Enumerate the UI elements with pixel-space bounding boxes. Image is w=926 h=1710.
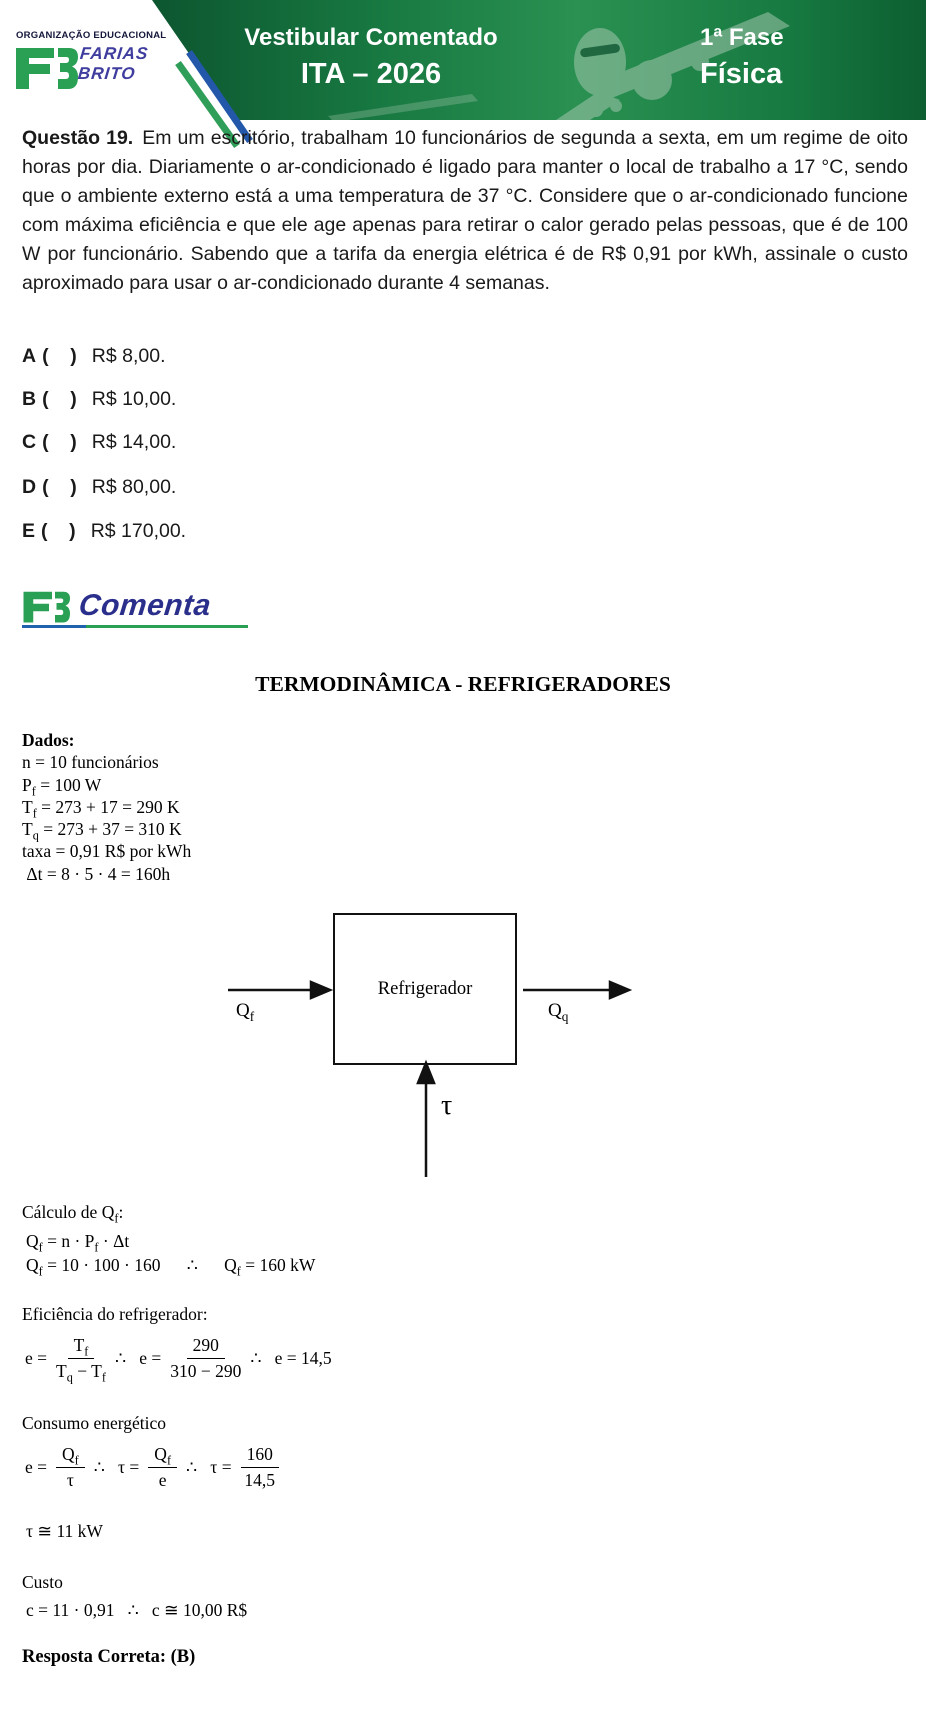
- option-value: R$ 170,00.: [90, 520, 187, 542]
- efficiency-equation: [22, 1335, 332, 1385]
- option-letter: A: [22, 345, 37, 367]
- banner-phase: 1ª Fase: [700, 24, 784, 51]
- option-row-a: [22, 345, 165, 369]
- fb-comenta-logo: [22, 588, 211, 624]
- solution-title: TERMODINÂMICA - REFRIGERADORES: [255, 672, 671, 696]
- work-label: τ: [441, 1090, 453, 1121]
- eq-lhs: e =: [25, 1457, 48, 1477]
- option-row-c: [22, 431, 176, 455]
- eq-mid: ∴ τ =: [186, 1457, 232, 1477]
- dado-line: Δt = 8 · 5 · 4 = 160h: [22, 863, 171, 884]
- dado-line: $T_q = 273 + 37 = 310$ K: [22, 819, 182, 843]
- eq-mid: ∴ τ =: [93, 1457, 140, 1477]
- eq-result: ∴ e = 14,5: [250, 1348, 332, 1368]
- option-letter: D: [22, 476, 37, 498]
- airplane-gear: [589, 103, 603, 117]
- cost-heading: Custo: [22, 1572, 63, 1592]
- option-marker: ( ): [42, 345, 77, 367]
- qf-calculation: [22, 1202, 315, 1277]
- efficiency-heading: Eficiência do refrigerador:: [22, 1304, 208, 1324]
- cost-section: [22, 1572, 247, 1622]
- airplane-engine: [632, 60, 672, 100]
- brand-line-brito: BRITO: [77, 64, 137, 83]
- refrigerator-diagram: [0, 900, 926, 1190]
- refrigerator-box: [333, 913, 517, 1065]
- option-letter: B: [22, 388, 37, 410]
- question-text: [22, 124, 908, 298]
- org-label: ORGANIZAÇÃO EDUCACIONAL: [16, 30, 167, 41]
- farias-brito-logo-icon: [14, 44, 78, 90]
- banner-subject: Física: [700, 58, 783, 90]
- brand-name: [77, 44, 150, 84]
- airplane-gear-2: [610, 100, 622, 112]
- comenta-underline: [22, 625, 248, 628]
- option-marker: ( ): [42, 431, 77, 453]
- work-arrow-head: [418, 1063, 434, 1083]
- banner-exam-title: ITA – 2026: [300, 58, 442, 90]
- power-result-line: τ ≅ 11 kW: [26, 1521, 103, 1541]
- question-body: Em um escritório, trabalham 10 funcionários de segunda a sexta, em um regime de oito horas por dia. Diariamente o ar-condicionado é ligado para manter o local de trabalho a 17 °C, sendo que o ambiente externo está a uma temperatura de 37 °C. Considere que o ar-condicionado funcione com máxima eficiência e que ele age apenas para retirar o calor gerado pelas pessoas, que é de 100 W por funcionário. Sabendo que a tarifa da energia elétrica é de R$ 0,91 por kWh, assinale o custo aproximado para usar o ar-condicionado durante 4 semanas.: [22, 127, 908, 294]
- correct-answer: Resposta Correta: (B): [22, 1647, 196, 1667]
- consumption-equation: [22, 1444, 288, 1491]
- option-marker: ( ): [42, 476, 77, 498]
- refrigerator-box-label: Refrigerador: [377, 978, 473, 999]
- banner-title: Vestibular Comentado: [244, 24, 498, 51]
- fraction: $\frac{T_f}{T_q - T_f}$: [56, 1335, 106, 1385]
- option-row-d: [22, 476, 176, 500]
- dado-line: $P_f = 100$ W: [22, 774, 102, 799]
- option-value: R$ 10,00.: [91, 388, 177, 410]
- dado-line: $T_f = 273 + 17 = 290$ K: [22, 796, 180, 821]
- logo-f-shape: [16, 48, 54, 89]
- eq-mid: ∴ e =: [114, 1348, 162, 1368]
- eq-lhs: e =: [25, 1348, 48, 1368]
- consumption-section: [22, 1413, 288, 1491]
- comenta-wordmark: Comenta: [77, 589, 213, 622]
- fraction: $\frac{Q_f}{\tau}$: [56, 1444, 85, 1491]
- heat-in-arrow-head: [311, 982, 330, 998]
- option-row-b: [22, 388, 176, 412]
- brand-line-farias: FARIAS: [79, 44, 150, 63]
- efficiency-section: [22, 1304, 332, 1385]
- option-value: R$ 14,00.: [91, 431, 177, 453]
- fraction: $\frac{160}{14,5}$: [241, 1444, 279, 1491]
- heat-in-label: $Q_f$: [236, 1000, 255, 1024]
- consumption-heading: Consumo energético: [22, 1413, 167, 1433]
- question-number: Questão 19.: [22, 127, 134, 149]
- option-marker: ( ): [41, 520, 76, 542]
- heat-out-label: $Q_q$: [548, 1000, 569, 1024]
- banner-center: [221, 24, 521, 91]
- option-marker: ( ): [42, 388, 77, 410]
- dado-line: taxa = 0,91 R$ por kWh: [22, 841, 192, 862]
- logo-b-shape: [58, 48, 78, 89]
- power-result: [22, 1519, 103, 1543]
- dados-label: Dados:: [22, 730, 75, 750]
- option-letter: C: [22, 431, 37, 453]
- banner-right: [700, 24, 784, 91]
- qf-heading: Cálculo de $Q_f$:: [22, 1202, 124, 1226]
- heat-out-arrow-head: [610, 982, 629, 998]
- dado-line: n = 10 funcionários: [22, 752, 159, 773]
- option-value: R$ 8,00.: [91, 345, 166, 367]
- fraction: $\frac{Q_f}{e}$: [148, 1444, 177, 1491]
- cost-equation: c = 11 · 0,91 ∴ c ≅ 10,00 R$: [26, 1600, 248, 1620]
- qf-equation-1: $Q_f = n \cdot P_f \cdot \Delta t$: [26, 1231, 130, 1255]
- fb-comenta-logo-icon: [22, 588, 70, 624]
- qf-equation-2: $Q_f = 10 \cdot 100 \cdot 160$ ∴ $Q_f = 160$ kW: [26, 1255, 316, 1279]
- option-row-e: [22, 520, 186, 544]
- option-value: R$ 80,00.: [91, 476, 177, 498]
- given-data: [22, 729, 191, 885]
- option-letter: E: [22, 520, 36, 542]
- fraction: $\frac{290}{310 - 290}$: [170, 1335, 242, 1381]
